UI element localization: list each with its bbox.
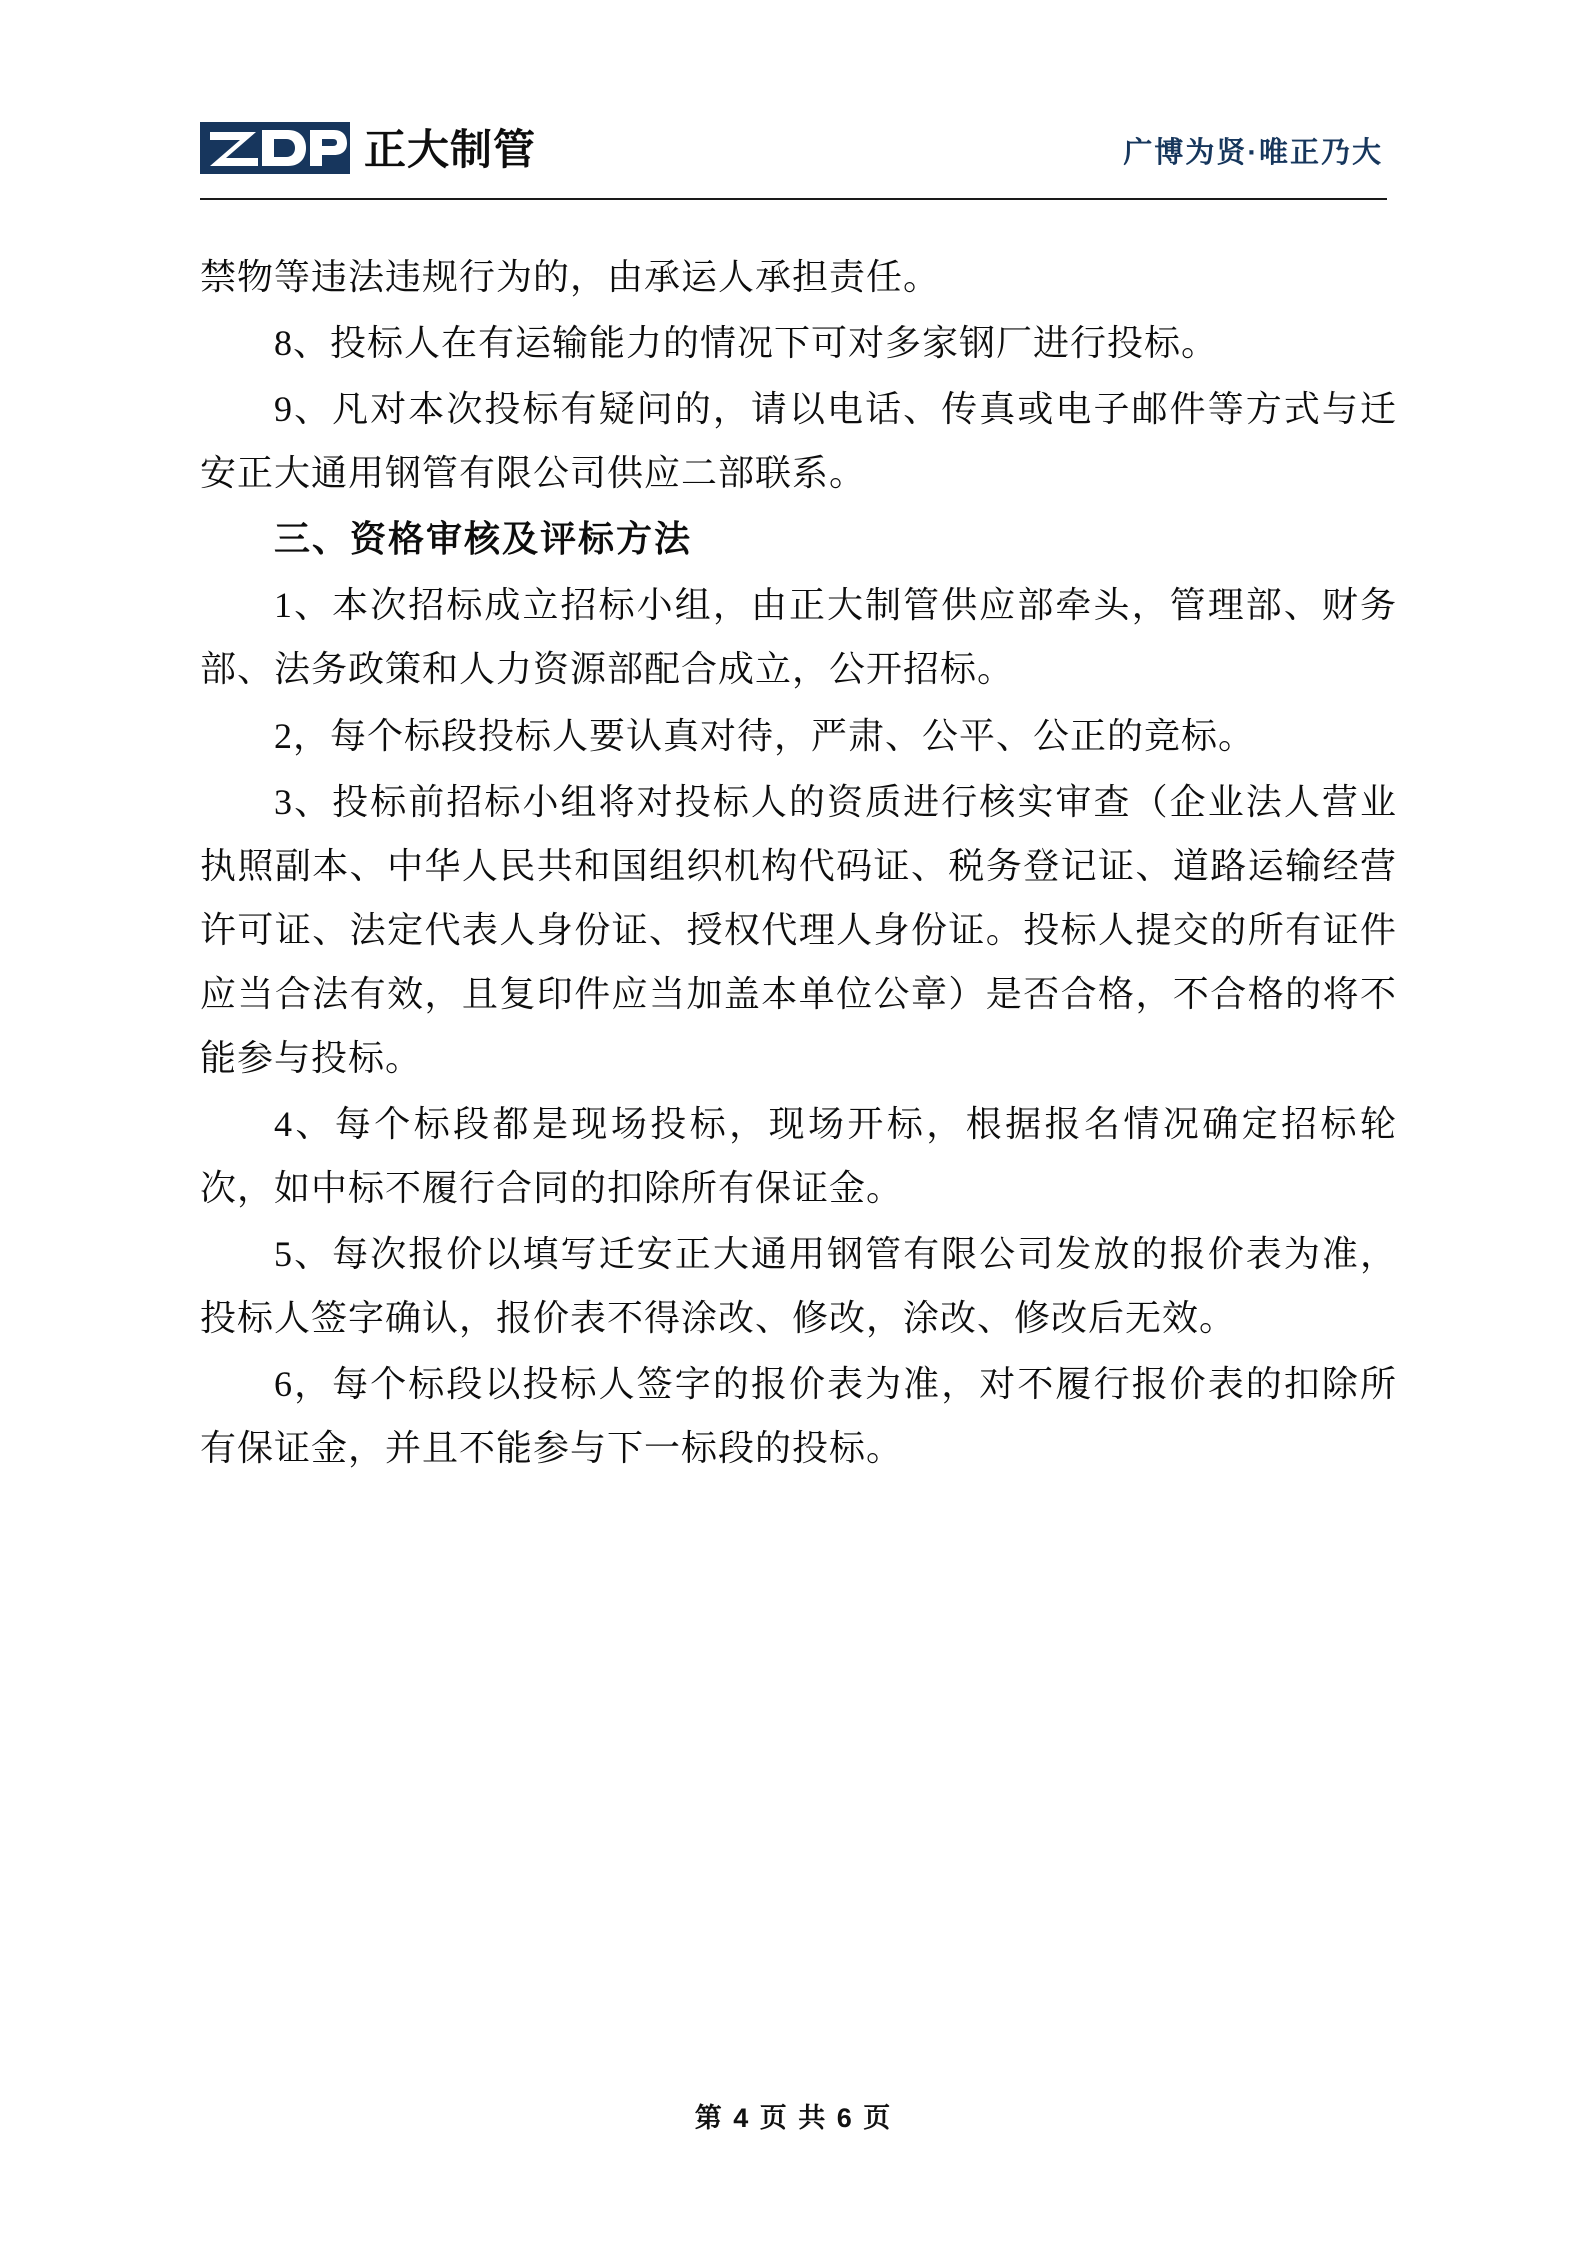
paragraph-item-9: 9、凡对本次投标有疑问的，请以电话、传真或电子邮件等方式与迁安正大通用钢管有限公司供应二部联系。	[200, 389, 1397, 494]
section-heading: 三、资格审核及评标方法	[274, 518, 693, 560]
paragraph-item-5: 5、每次报价以填写迁安正大通用钢管有限公司发放的报价表为准，投标人签字确认，报价表不得涂改、修改，涂改、修改后无效。	[200, 1234, 1397, 1339]
paragraph-item-4: 4、每个标段都是现场投标，现场开标，根据报名情况确定招标轮次，如中标不履行合同的扣除所有保证金。	[200, 1104, 1397, 1209]
zdp-logo-icon	[200, 122, 350, 179]
page-header	[200, 110, 1387, 200]
paragraph-continued: 禁物等违法违规行为的，由承运人承担责任。	[200, 257, 941, 297]
paragraph-item-3: 3、投标前招标小组将对投标人的资质进行核实审查（企业法人营业执照副本、中华人民共和国组织机构代码证、税务登记证、道路运输经营许可证、法定代表人身份证、授权代理人身份证。投标人提交的所有证件应当合法有效，且复印件应当加盖本单位公章）是否合格，不合格的将不能参与投标。	[200, 781, 1397, 1078]
paragraph-item-2: 2，每个标段投标人要认真对待，严肃、公平、公正的竞标。	[274, 715, 1256, 756]
document-content	[200, 245, 1397, 1482]
company-logo	[200, 122, 536, 179]
page-number-footer: 第 4 页 共 6 页	[694, 2103, 893, 2133]
company-slogan: 广博为贤·唯正乃大	[1123, 136, 1383, 169]
company-name: 正大制管	[364, 126, 537, 173]
paragraph-item-8: 8、投标人在有运输能力的情况下可对多家钢厂进行投标。	[274, 323, 1219, 364]
paragraph-item-1: 1、本次招标成立招标小组，由正大制管供应部牵头，管理部、财务部、法务政策和人力资源部配合成立，公开招标。	[200, 585, 1397, 690]
paragraph-item-6: 6，每个标段以投标人签字的报价表为准，对不履行报价表的扣除所有保证金，并且不能参与下一标段的投标。	[200, 1364, 1397, 1469]
